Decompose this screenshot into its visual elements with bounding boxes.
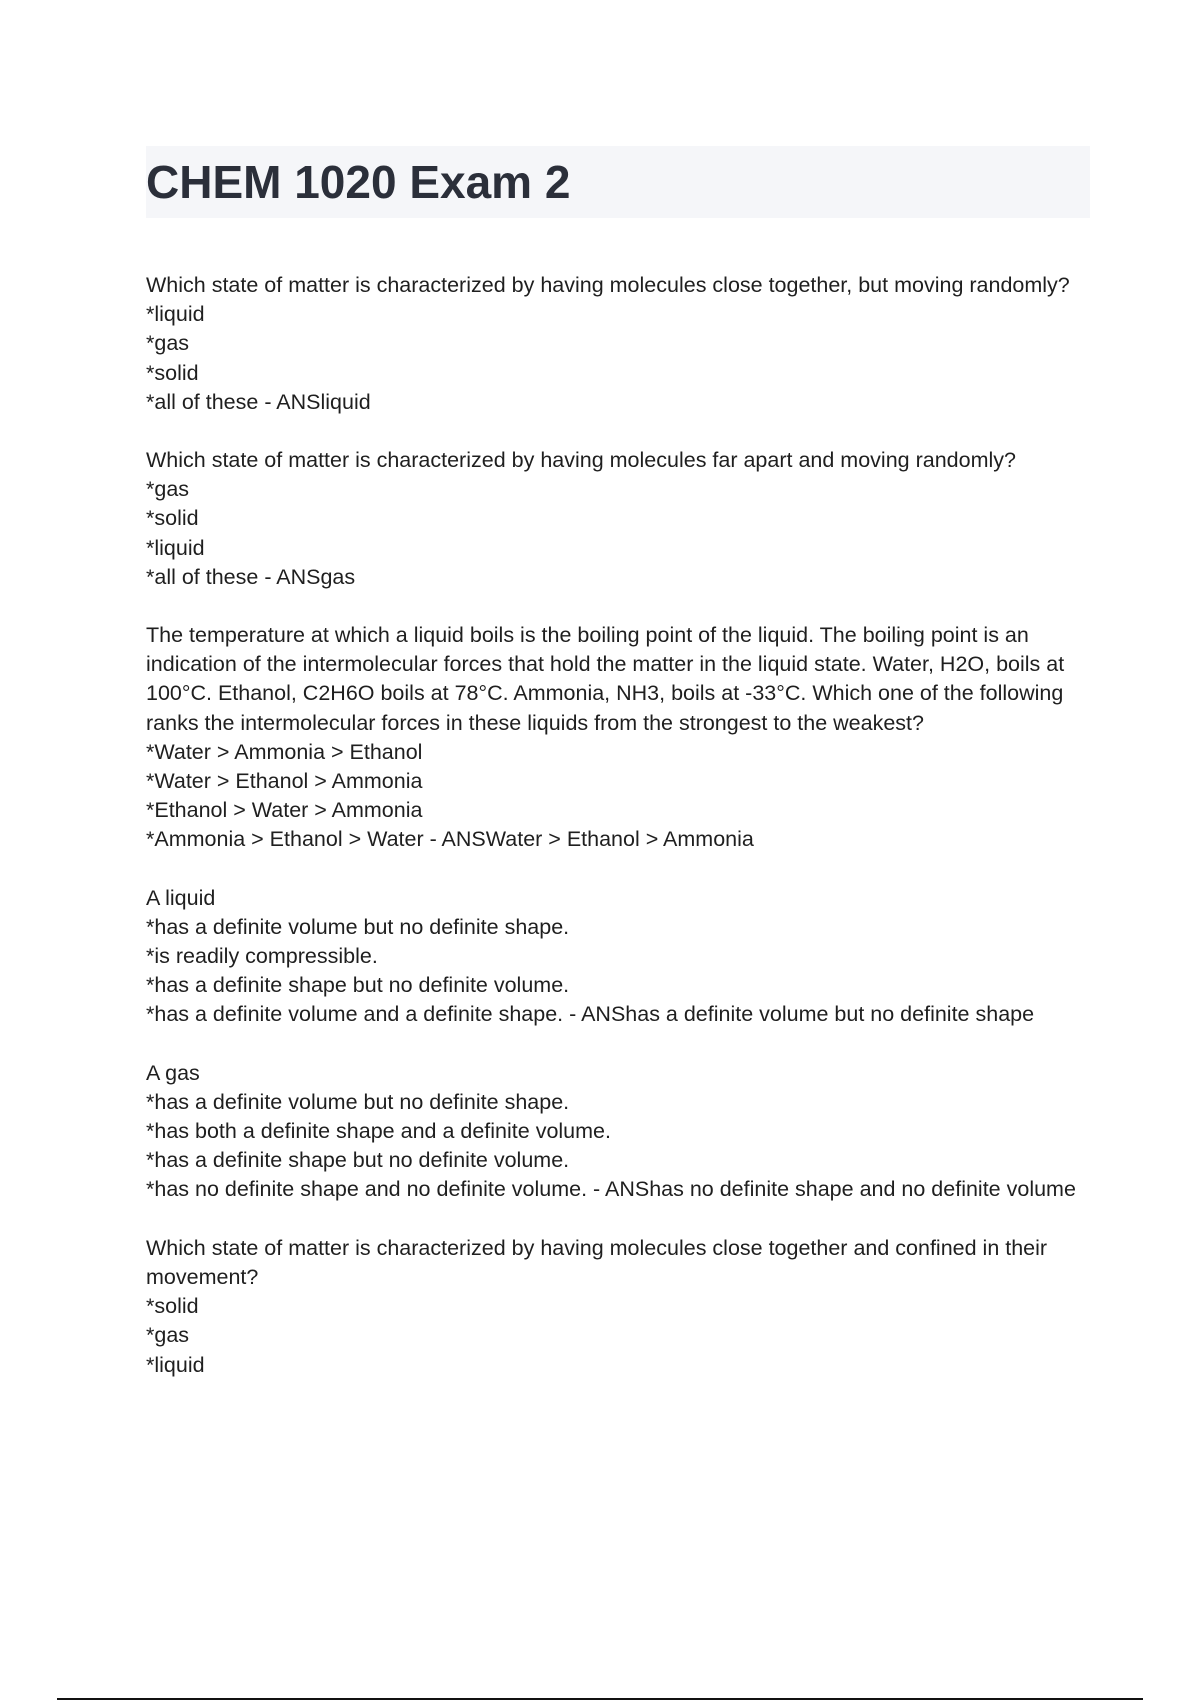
answer-option: *Water > Ammonia > Ethanol [146, 739, 423, 764]
answer-option: *solid [146, 1294, 199, 1319]
question-block-1 [146, 271, 1096, 417]
answer-option: *gas [146, 331, 190, 356]
page-title: CHEM 1020 Exam 2 [146, 156, 571, 208]
answer-option: *has a definite volume but no definite shape. [146, 1089, 570, 1114]
answer-option: *solid [146, 506, 199, 531]
answer-option: *Water > Ethanol > Ammonia [146, 769, 423, 794]
answer-option: *is readily compressible. [146, 944, 378, 969]
question-block-2 [146, 446, 1096, 592]
answer-option: *has a definite volume but no definite shape. [146, 914, 570, 939]
answer-option-with-key: *Ammonia > Ethanol > Water - ANSWater > Ethanol > Ammonia [146, 827, 754, 852]
answer-option: *gas [146, 477, 190, 502]
question-text: Which state of matter is characterized by having molecules close together, but moving randomly? [146, 273, 1070, 297]
answer-option: *has both a definite shape and a definite volume. [146, 1119, 611, 1144]
question-block-4 [146, 884, 1096, 1030]
question-text: A gas [146, 1060, 200, 1085]
document-body [146, 271, 1096, 1409]
question-block-5 [146, 1059, 1096, 1205]
answer-option: *liquid [146, 302, 205, 327]
question-text: Which state of matter is characterized by having molecules close together and confined in their movement? [146, 1235, 1048, 1289]
question-text: Which state of matter is characterized by having molecules far apart and moving randomly? [146, 448, 1016, 473]
answer-option-with-key: *has a definite volume and a definite shape. - ANShas a definite volume but no definite shape [146, 1002, 1035, 1027]
question-text: The temperature at which a liquid boils is the boiling point of the liquid. The boiling point is an indication of the intermolecular forces that hold the matter in the liquid state. Water, H2O, boils at 100°C. Ethanol, C2H6O boils at 78°C. Ammonia, NH3, boils at -33°C. Which one of the following ranks the intermolecular forces in these liquids from the strongest to the weakest? [146, 623, 1065, 735]
answer-option: *liquid [146, 1352, 205, 1377]
answer-option: *has a definite shape but no definite volume. [146, 973, 570, 998]
answer-option-with-key: *has no definite shape and no definite volume. - ANShas no definite shape and no definite volume [146, 1177, 1076, 1202]
question-block-3 [146, 621, 1096, 855]
answer-option-with-key: *all of these - ANSgas [146, 564, 356, 589]
answer-option: *gas [146, 1323, 190, 1348]
answer-option: *solid [146, 360, 199, 385]
answer-option: *has a definite shape but no definite volume. [146, 1148, 570, 1173]
answer-option: *liquid [146, 535, 205, 560]
answer-option-with-key: *all of these - ANSliquid [146, 389, 371, 414]
question-text: A liquid [146, 885, 216, 910]
question-block-6 [146, 1234, 1096, 1380]
answer-option: *Ethanol > Water > Ammonia [146, 798, 423, 823]
